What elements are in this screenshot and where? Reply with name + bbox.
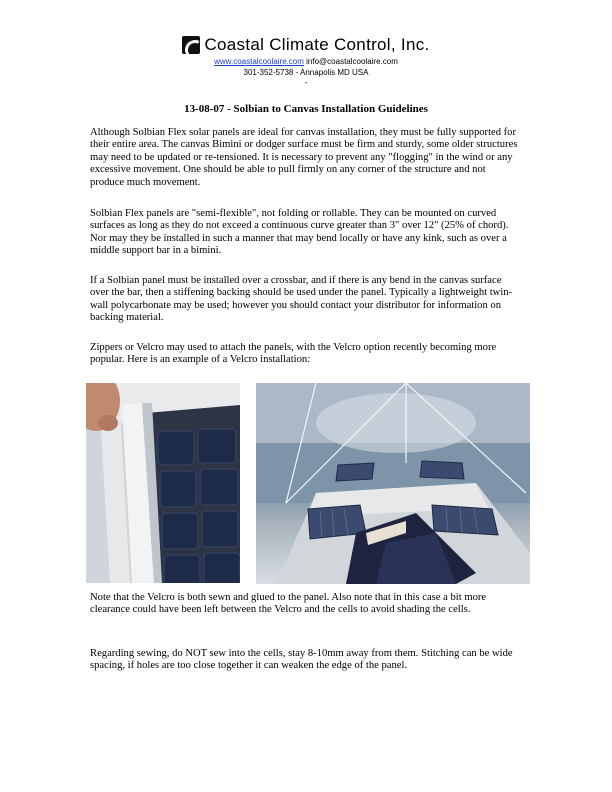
website-link[interactable]: www.coastalcoolaire.com [214,57,304,66]
header-dash: - [304,78,308,87]
company-name: Coastal Climate Control, Inc. [204,35,430,54]
paragraph-support: Although Solbian Flex solar panels are ideal for canvas installation, they must be fully supported for their entire area. The canvas Bimini or dodger surface must be firm and sturdy, some older structures may need to be updated or re-tensioned. It is necessary to prevent any "flogging" in the wind or any excessive movement. One should be able to pull firmly on any corner of the structure and not produce much movement. [90,127,518,188]
boat-installation-photo [256,383,530,584]
brand-row [0,34,612,56]
velcro-closeup-photo [86,383,240,583]
document-title: 13-08-07 - Solbian to Canvas Installation Guidelines [184,103,428,115]
contact-line [0,56,612,67]
paragraph-velcro-note: Note that the Velcro is both sewn and glued to the panel. Also note that in this case a bit more clearance could have been left between the Velcro and the cells to avoid shading the cells. [90,592,487,616]
paragraph-crossbar: If a Solbian panel must be installed over a crossbar, and if there is any bend in the canvas surface over the bar, then a stiffening backing should be used under the panel. Typically a lightweight twin-wall polycarbonate may be used; however you should contact your distributor for information on backing material. [90,275,513,324]
email-address: info@coastalcoolaire.com [306,57,398,66]
paragraph-sewing: Regarding sewing, do NOT sew into the cells, stay 8-10mm away from them. Stitching can be wide spacing, if holes are too close together it can weaken the edge of the panel. [90,648,513,672]
paragraph-attachment: Zippers or Velcro may used to attach the panels, with the Velcro option recently becoming more popular. Here is an example of a Velcro installation: [90,342,497,366]
wave-logo-icon [182,36,200,54]
paragraph-flexibility: Solbian Flex panels are "semi-flexible", not folding or rollable. They can be mounted on curved surfaces as long as they do not exceed a continuous curve greater than 3" over 12" (25% of chord). Nor may they be installed in such a manner that may bend locally or have any kink, such as over a middle support bar in a bimini. [90,208,509,257]
phone-location: 301-352-5738 - Annapolis MD USA [243,68,369,77]
letterhead [0,34,612,88]
